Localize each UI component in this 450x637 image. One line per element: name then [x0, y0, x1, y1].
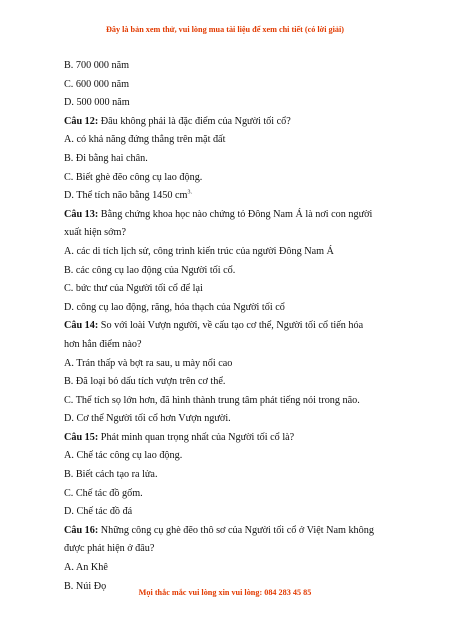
answer-option: A. các di tích lịch sử, công trình kiến trúc của người Đông Nam Á: [64, 245, 334, 257]
contact-notice-footer: Mọi thắc mắc vui lòng xin vui lòng: 084 283 45 85: [138, 588, 312, 597]
answer-option: D. công cụ lao động, răng, hóa thạch của Người tối cổ: [64, 301, 285, 313]
question-12: [64, 113, 404, 132]
question-text-continued: xuất hiện sớm?: [64, 227, 126, 239]
answer-option: A. An Khê: [64, 562, 108, 574]
question-14: [64, 317, 404, 336]
answer-option: B. 700 000 năm: [64, 60, 130, 71]
document-body: [64, 57, 404, 596]
question-13: [64, 206, 404, 225]
answer-option: C. 600 000 năm: [64, 78, 130, 90]
question-15: [64, 429, 404, 448]
preview-notice-header: Đây là bản xem thử, vui lòng mua tài liệu để xem chi tiết (có lời giải): [105, 25, 344, 34]
question-text: Bằng chứng khoa học nào chứng tỏ Đông Nam Á là nơi con người: [98, 208, 373, 220]
answer-option: A. Chế tác công cụ lao động.: [64, 450, 183, 462]
answer-text: D. Thể tích não bằng 1450 cm: [64, 190, 188, 202]
answer-option: C. Biết ghè đẽo công cụ lao động.: [64, 171, 203, 183]
answer-option: B. Đã loại bỏ dấu tích vượn trên cơ thể.: [64, 376, 226, 388]
question-number: Câu 13:: [64, 208, 99, 220]
answer-option: A. Trán thấp và bợt ra sau, u mày nổi cao: [64, 357, 233, 369]
answer-option: D. Chế tác đồ đá: [64, 506, 133, 518]
answer-option: D. 500 000 năm: [64, 97, 130, 109]
question-text: Phát minh quan trọng nhất của Người tối cổ là?: [98, 431, 295, 443]
question-text-continued: hơn hẳn điểm nào?: [64, 338, 142, 350]
answer-option: B. Biết cách tạo ra lửa.: [64, 469, 158, 481]
question-text: Đâu không phải là đặc điểm của Người tối cổ?: [98, 115, 291, 127]
answer-option: B. các công cụ lao động của Người tối cổ.: [64, 264, 236, 276]
answer-option: B. Núi Đọ: [64, 580, 107, 592]
answer-option: B. Đi bằng hai chân.: [64, 152, 148, 164]
superscript: 3.: [187, 189, 192, 196]
question-16: [64, 522, 404, 541]
question-text: Những công cụ ghè đẽo thô sơ của Người tối cổ ở Việt Nam không: [98, 524, 374, 536]
answer-option: C. bức thư của Người tối cổ để lại: [64, 283, 203, 295]
question-number: Câu 16:: [64, 524, 99, 536]
answer-option: [64, 187, 404, 206]
answer-option: C. Thể tích sọ lớn hơn, đã hình thành trung tâm phát tiếng nói trong não.: [64, 394, 360, 406]
answer-option: A. có khả năng đứng thẳng trên mặt đất: [64, 134, 226, 146]
question-text-continued: được phát hiện ở đâu?: [64, 543, 155, 555]
question-number: Câu 12:: [64, 115, 99, 127]
answer-option: D. Cơ thể Người tối cổ hơn Vượn người.: [64, 413, 231, 425]
question-number: Câu 15:: [64, 431, 99, 443]
question-number: Câu 14:: [64, 320, 99, 332]
answer-option: C. Chế tác đồ gốm.: [64, 487, 143, 499]
question-text: So với loài Vượn người, về cấu tạo cơ thể, Người tối cổ tiến hóa: [98, 320, 364, 332]
